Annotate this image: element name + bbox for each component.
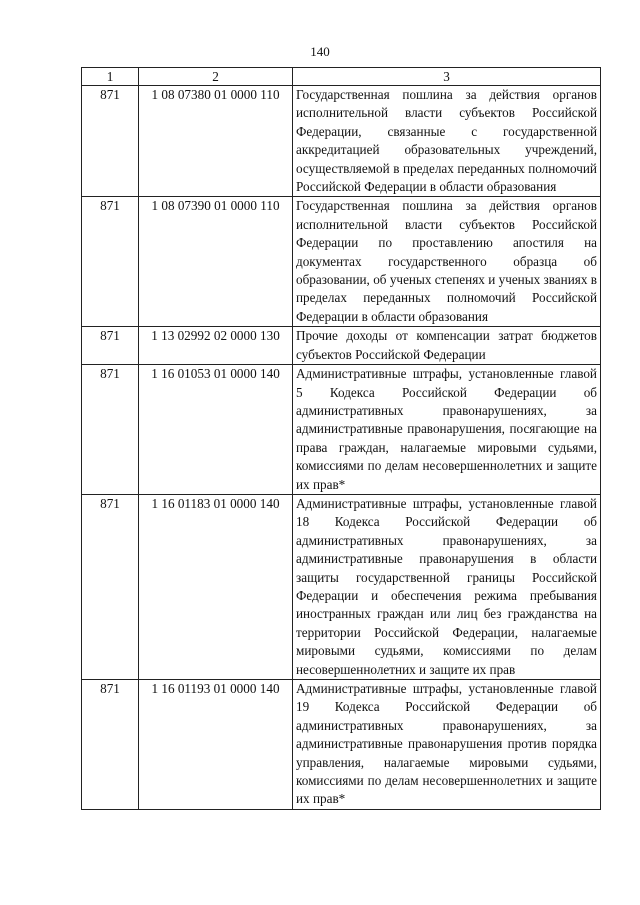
table-row xyxy=(82,197,601,327)
kbk-code-cell: 1 08 07380 01 0000 110 xyxy=(139,86,293,197)
admin-code-cell: 871 xyxy=(82,327,139,365)
table-row xyxy=(82,494,601,679)
kbk-code-cell: 1 16 01193 01 0000 140 xyxy=(139,680,293,810)
description-cell: Административные штрафы, установленные главой 18 Кодекса Российской Федерации об административных правонарушениях, за административные правонарушения в области защиты государственной границы Российской Федерации и обеспечения режима пребывания иностранных граждан или лиц без гражданства на территории Российской Федерации, налагаемые мировыми судьями, комиссиями по делам несовершеннолетних и защите их прав xyxy=(293,494,601,679)
admin-code-cell: 871 xyxy=(82,494,139,679)
description-cell: Государственная пошлина за действия органов исполнительной власти субъектов Российской Федерации, связанные с государственной аккредитацией образовательных учреждений, осуществляемой в пределах переданных полномочий Российской Федерации в области образования xyxy=(293,86,601,197)
table-row xyxy=(82,680,601,810)
kbk-code-cell: 1 13 02992 02 0000 130 xyxy=(139,327,293,365)
table-row xyxy=(82,327,601,365)
page-number: 140 xyxy=(310,44,330,59)
column-header-2: 2 xyxy=(139,68,293,86)
admin-code-cell: 871 xyxy=(82,680,139,810)
revenue-codes-table xyxy=(81,67,601,810)
table-row xyxy=(82,86,601,197)
table-row xyxy=(82,365,601,495)
admin-code-cell: 871 xyxy=(82,365,139,495)
kbk-code-cell: 1 16 01183 01 0000 140 xyxy=(139,494,293,679)
description-cell: Прочие доходы от компенсации затрат бюджетов субъектов Российской Федерации xyxy=(293,327,601,365)
admin-code-cell: 871 xyxy=(82,197,139,327)
column-header-1: 1 xyxy=(82,68,139,86)
table-header-row xyxy=(82,68,601,86)
description-cell: Государственная пошлина за действия органов исполнительной власти субъектов Российской Федерации по проставлению апостиля на документах государственного образца об образовании, об ученых степенях и ученых званиях в пределах переданных полномочий Российской Федерации в области образования xyxy=(293,197,601,327)
description-cell: Административные штрафы, установленные главой 5 Кодекса Российской Федерации об административных правонарушениях, за административные правонарушения, посягающие на права граждан, налагаемые мировыми судьями, комиссиями по делам несовершеннолетних и защите их прав* xyxy=(293,365,601,495)
description-cell: Административные штрафы, установленные главой 19 Кодекса Российской Федерации об административных правонарушениях, за административные правонарушения против порядка управления, налагаемые мировыми судьями, комиссиями по делам несовершеннолетних и защите их прав* xyxy=(293,680,601,810)
kbk-code-cell: 1 08 07390 01 0000 110 xyxy=(139,197,293,327)
admin-code-cell: 871 xyxy=(82,86,139,197)
kbk-code-cell: 1 16 01053 01 0000 140 xyxy=(139,365,293,495)
column-header-3: 3 xyxy=(293,68,601,86)
